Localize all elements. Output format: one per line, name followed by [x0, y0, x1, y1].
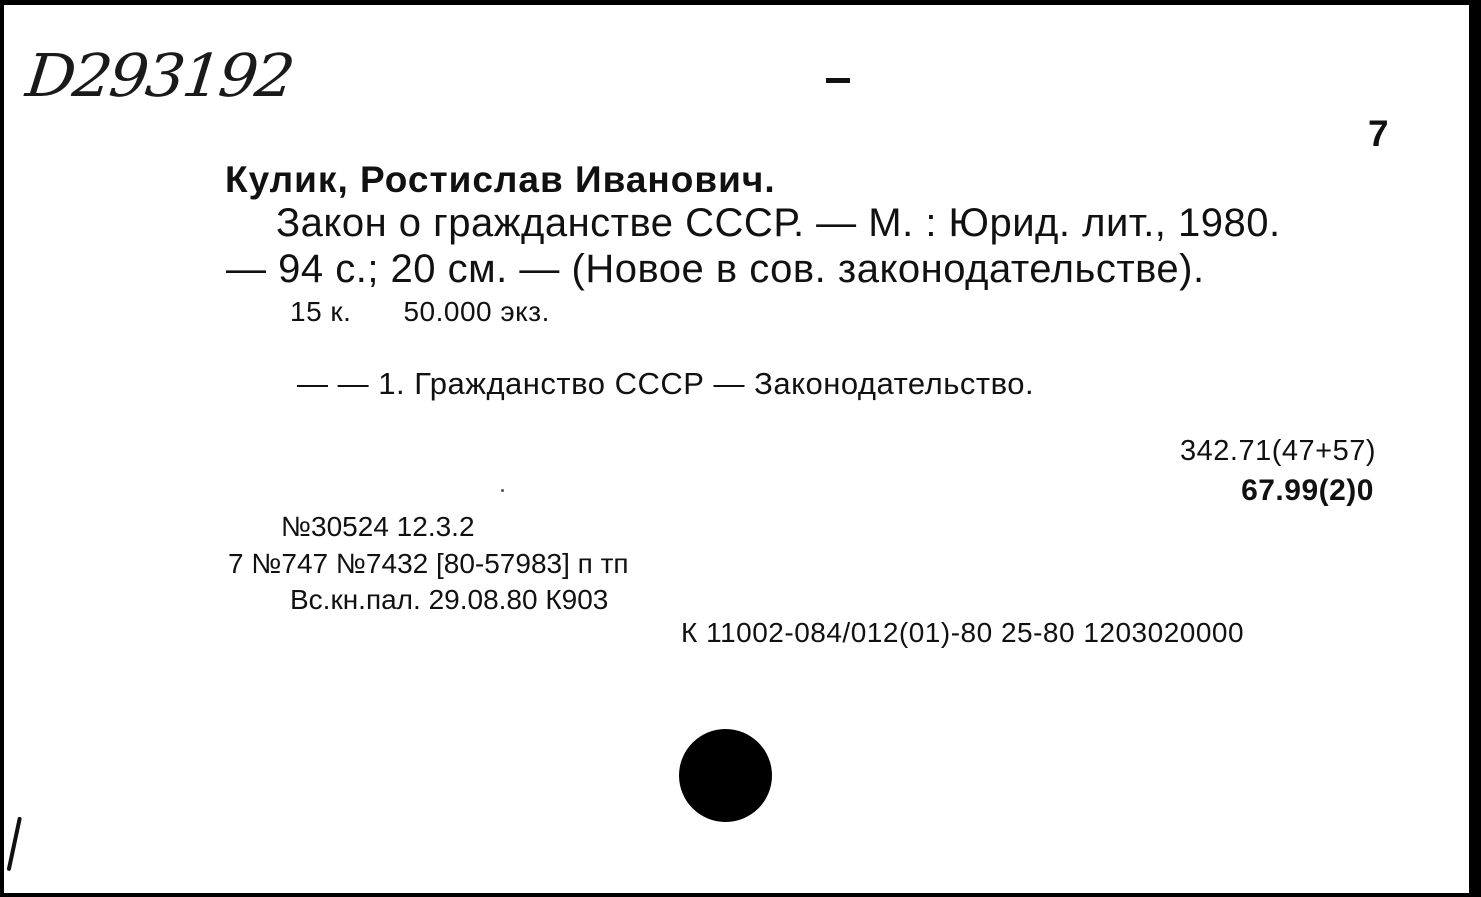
numbers-line: 7 №747 №7432 [80-57983] п тп — [228, 548, 629, 579]
subject-heading: — — 1. Гражданство СССР — Законодательство. — [297, 366, 1035, 401]
punch-hole — [679, 729, 772, 822]
print-run: 50.000 экз. — [403, 296, 550, 327]
book-chamber-line: Вс.кн.пал. 29.08.80 К903 — [290, 584, 609, 615]
price-line — [290, 298, 550, 326]
card-number: 7 — [1368, 113, 1389, 154]
registration-line: №30524 12.3.2 — [281, 511, 475, 542]
title-line: Закон о гражданстве СССР. — М. : Юрид. лит., 1980. — [276, 201, 1281, 245]
dash-mark — [826, 78, 850, 83]
handwritten-code: D293192 — [22, 41, 296, 111]
pencil-stroke — [7, 817, 22, 872]
author-heading: Кулик, Ростислав Иванович. — [225, 159, 776, 200]
card-edge — [1469, 5, 1472, 893]
speck — [501, 489, 504, 492]
classification-bbk: 67.99(2)0 — [1241, 474, 1374, 507]
series-line: — 94 с.; 20 см. — (Новое в сов. законодательстве). — [226, 247, 1205, 291]
classification-udc: 342.71(47+57) — [1180, 435, 1376, 467]
k-index-line: К 11002-084/012(01)-80 25-80 1203020000 — [681, 617, 1245, 648]
price: 15 к. — [290, 296, 352, 327]
